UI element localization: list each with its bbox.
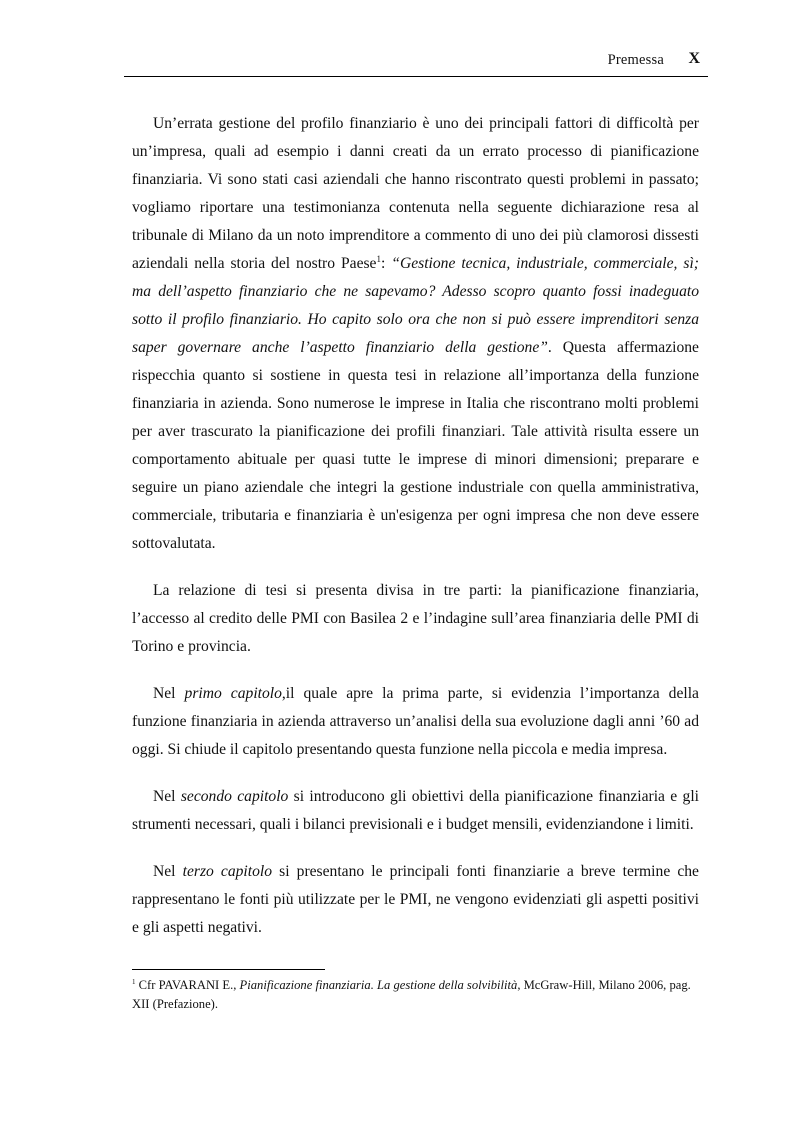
paragraph-3 xyxy=(132,680,699,764)
footnote xyxy=(132,976,699,1014)
footnote-text: , McGraw-Hill, Milano 2006, pag. XII (Prefazione). xyxy=(132,978,691,1011)
header-page-number: X xyxy=(688,50,700,67)
paragraph-3-text: ,il quale apre la prima parte, si evidenzia l’importanza della funzione finanziaria in azienda attraverso un’analisi della sua evoluzione dagli anni ’60 ad oggi. Si chiude il capitolo presentando questa funzione nella piccola e media impresa. xyxy=(132,685,699,758)
footnote-marker: 1 xyxy=(132,977,136,986)
paragraph-5-text: si presentano le principali fonti finanziarie a breve termine che rappresentano le fonti più utilizzate per le PMI, ne vengono evidenziati gli aspetti positivi e gli aspetti negativi. xyxy=(132,863,699,936)
paragraph-5-emphasis: terzo capitolo xyxy=(182,863,273,880)
paragraph-4-emphasis: secondo capitolo xyxy=(180,788,289,805)
footnote-divider xyxy=(132,969,325,970)
paragraph-4-lead: Nel xyxy=(153,788,181,805)
paragraph-4 xyxy=(132,783,699,839)
paragraph-3-lead: Nel xyxy=(153,685,185,702)
header-section-title: Premessa xyxy=(607,52,664,68)
paragraph-3-emphasis: primo capitolo xyxy=(184,685,282,702)
body-text xyxy=(132,110,699,942)
footnote-reference: 1 xyxy=(376,253,381,264)
page-header xyxy=(124,50,708,77)
paragraph-5-lead: Nel xyxy=(153,863,183,880)
paragraph-1-text: Un’errata gestione del profilo finanziario è uno dei principali fattori di difficoltà per un’impresa, quali ad esempio i danni creati da un errato processo di pianificazione finanziaria. Vi sono stati casi aziendali che hanno riscontrato questi problemi in passato; vogliamo riportare una testimonianza contenuta nella seguente dichiarazione resa al tribunale di Milano da un noto imprenditore a commento di uno dei più clamorosi dissesti aziendali nella storia del nostro Paese xyxy=(132,115,699,272)
paragraph-1-continuation: . Questa affermazione rispecchia quanto si sostiene in questa tesi in relazione all’importanza della funzione finanziaria in azienda. Sono numerose le imprese in Italia che riscontrano molti problemi per aver trascurato la pianificazione dei profili finanziari. Tale attività risulta essere un comportamento abituale per quasi tutte le imprese di minori dimensioni; preparare e seguire un piano aziendale che integri la gestione industriale con quella amministrativa, commerciale, tributaria e finanziaria è un'esigenza per ogni impresa che non deve essere sottovalutata. xyxy=(132,339,699,552)
footnote-lead: Cfr PAVARANI E., xyxy=(135,978,240,992)
paragraph-2: La relazione di tesi si presenta divisa in tre parti: la pianificazione finanziaria, l’accesso al credito delle PMI con Basilea 2 e l’indagine sull’area finanziaria delle PMI di Torino e provincia. xyxy=(132,582,699,655)
paragraph-4-text: si introducono gli obiettivi della pianificazione finanziaria e gli strumenti necessari, quali i bilanci previsionali e i budget mensili, evidenziandone i limiti. xyxy=(132,788,699,833)
footnote-book-title: Pianificazione finanziaria. La gestione della solvibilità xyxy=(239,978,518,992)
paragraph-1 xyxy=(132,110,699,558)
quotation: “Gestione tecnica, industriale, commerciale, sì; ma dell’aspetto finanziario che ne sapevamo? Adesso scopro quanto fossi inadeguato sotto il profilo finanziario. Ho capito solo ora che non si può essere imprenditori senza saper governare anche l’aspetto finanziario della gestione” xyxy=(132,255,699,356)
paragraph-1-colon: : xyxy=(380,255,392,272)
paragraph-5 xyxy=(132,858,699,942)
